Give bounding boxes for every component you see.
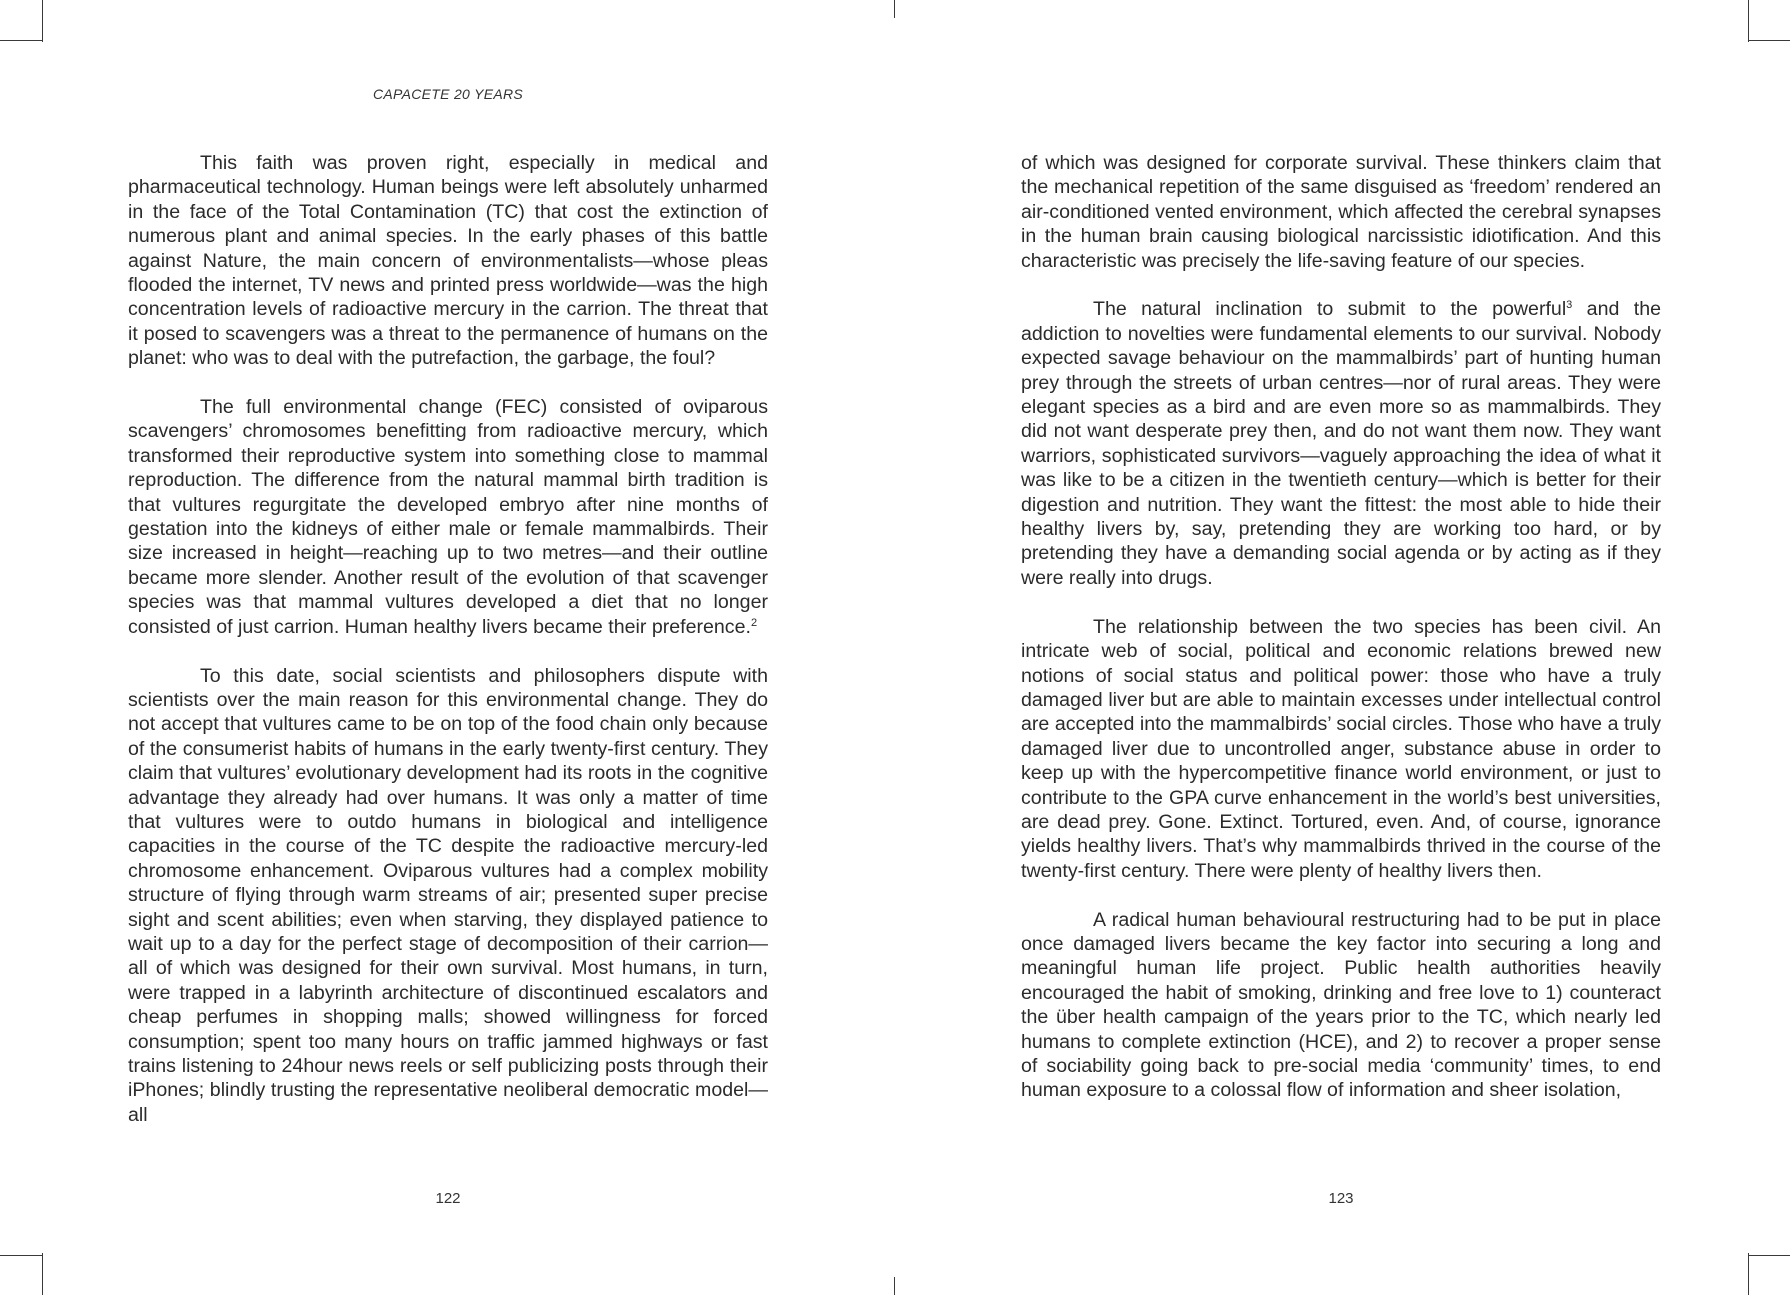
- right-page-text: [1021, 151, 1661, 1141]
- crop-mark: [42, 1253, 43, 1295]
- paragraph: [128, 151, 768, 371]
- paragraph: [1021, 615, 1661, 883]
- paragraph-text: The full environmental change (FEC) consisted of oviparous scavengers’ chromosomes benefitting from radioactive mercury, which transformed their reproductive system into something close to mammal reproduction. The difference from the natural mammal birth tradition is that vultures regurgitate the developed embryo after nine months of gestation into the kidneys of either male or female mammalbirds. Their size increased in height—reaching up to two metres—and their outline became more slender. Another result of the evolution of that scavenger species was that mammal vultures developed a diet that no longer consisted of just carrion. Human healthy livers became their preference.: [128, 396, 768, 638]
- crop-mark: [1748, 40, 1790, 41]
- crop-mark: [0, 1255, 42, 1256]
- paragraph-text: The natural inclination to submit to the powerful: [1093, 298, 1567, 321]
- paragraph: [1021, 151, 1661, 273]
- paragraph-text: and the addiction to novelties were fundamental elements to our survival. Nobody expected savage behaviour on the mammalbirds’ part of hunting human prey through the streets of urban centres—nor of rural areas. They were elegant species as a bird and are even more so as mammalbirds. They did not want desperate prey then, and do not want them now. They want warriors, sophisticated survivors—vaguely approaching the idea of what it was like to be a citizen in the twentieth century—which is better for their digestion and nutrition. They want the fittest: the most able to hide their healthy livers by, say, pretending they are working too hard, or by pretending they have a demanding social agenda or by acting as if they were really into drugs.: [1021, 298, 1661, 589]
- crop-mark: [1748, 1253, 1749, 1295]
- crop-mark: [1748, 0, 1749, 42]
- crop-mark: [894, 0, 895, 18]
- crop-mark: [42, 0, 43, 42]
- left-page-text: [128, 151, 768, 1141]
- running-header: CAPACETE 20 YEARS: [372, 86, 524, 102]
- paragraph-text: of which was designed for corporate survival. These thinkers claim that the mechanical repetition of the same disguised as ‘freedom’ rendered an air-conditioned vented environment, which affected the cerebral synapses in the human brain causing biological narcissistic idiotification. And this characteristic was precisely the life-saving feature of our species.: [1021, 152, 1661, 272]
- footnote-marker: 2: [750, 616, 758, 629]
- footnote-marker: 3: [1566, 299, 1573, 312]
- paragraph-text: This faith was proven right, especially in medical and pharmaceutical technology. Human beings were left absolutely unharmed in the face of the Total Contamination (TC) that cost the extinction of numerous plant and animal species. In the early phases of this battle against Nature, the main concern of environmentalists—whose pleas flooded the internet, TV news and printed press worldwide—was the high concentration levels of radioactive mercury in the carrion. The threat that it posed to scavengers was a threat to the permanence of humans on the planet: who was to deal with the putrefaction, the garbage, the foul?: [128, 152, 768, 370]
- paragraph: [128, 664, 768, 1128]
- paragraph: [1021, 297, 1661, 590]
- page-number: 123: [1328, 1190, 1354, 1207]
- paragraph-text: A radical human behavioural restructuring had to be put in place once damaged livers became the key factor into securing a long and meaningful human life project. Public health authorities heavily encouraged the habit of smoking, drinking and free love to 1) counteract the über health campaign of the years prior to the TC, which nearly led humans to complete extinction (HCE), and 2) to recover a proper sense of sociability going back to pre-social media ‘community’ times, to end human exposure to a colossal flow of information and sheer isolation,: [1021, 908, 1661, 1102]
- crop-mark: [0, 40, 42, 41]
- paragraph: [128, 395, 768, 639]
- crop-mark: [894, 1277, 895, 1295]
- paragraph: [1021, 908, 1661, 1103]
- page-number: 122: [435, 1190, 461, 1207]
- crop-mark: [1748, 1255, 1790, 1256]
- paragraph-text: The relationship between the two species has been civil. An intricate web of social, political and economic relations brewed new notions of social status and political power: those who have a truly damaged liver but are able to maintain excesses under intellectual control are accepted into the mammalbirds’ social circles. Those who have a truly damaged liver due to uncontrolled anger, substance abuse in order to keep up with the hypercompetitive finance world environment, or just to contribute to the GPA curve enhancement in the world’s best universities, are dead prey. Gone. Extinct. Tortured, even. And, of course, ignorance yields healthy livers. That’s why mammalbirds thrived in the course of the twenty-first century. There were plenty of healthy livers then.: [1021, 615, 1661, 882]
- paragraph-text: To this date, social scientists and philosophers dispute with scientists over the main reason for this environmental change. They do not accept that vultures came to be on top of the food chain only because of the consumerist habits of humans in the early twenty-first century. They claim that vultures’ evolutionary development had its roots in the cognitive advantage they already had over humans. It was only a matter of time that vultures were to outdo humans in biological and intelligence capacities in the course of the TC despite the radioactive mercury-led chromosome enhancement. Oviparous vultures had a complex mobility structure of flying through warm streams of air; presented super precise sight and scent abilities; even when starving, they displayed patience to wait up to a day for the perfect stage of decomposition of their carrion—all of which was designed for their own survival. Most humans, in turn, were trapped in a labyrinth architecture of discontinued escalators and cheap perfumes in shopping malls; showed willingness for forced consumption; spent too many hours on traffic jammed highways or fast trains listening to 24hour news reels or self publicizing posts through their iPhones; blindly trusting the representative neoliberal democratic model—all: [128, 664, 768, 1126]
